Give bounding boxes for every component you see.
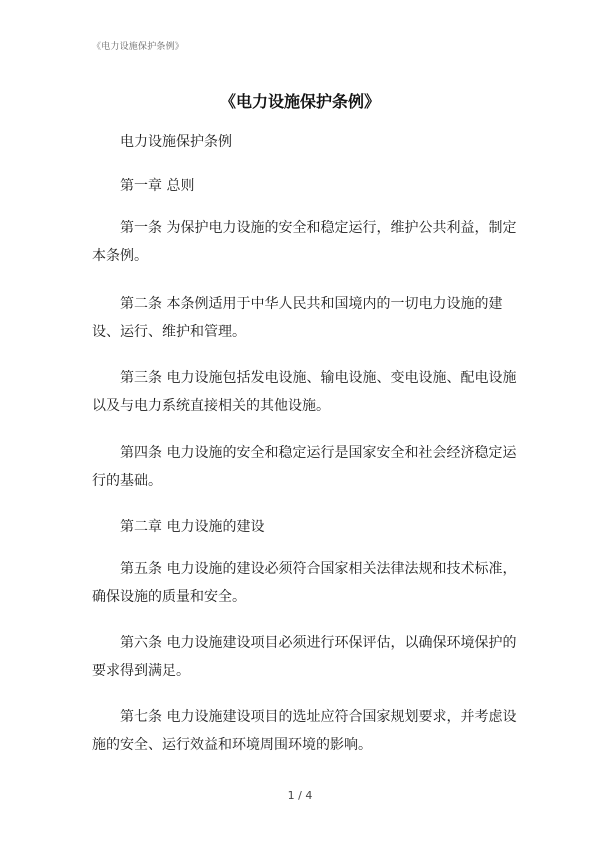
document-title: 《电力设施保护条例》 <box>219 92 380 111</box>
article-6: 第六条 电力设施建设项目必须进行环保评估，以确保环境保护的要求得到满足。 <box>92 635 517 679</box>
article-7: 第七条 电力设施建设项目的选址应符合国家规划要求，并考虑设施的安全、运行效益和环境周围环境的影响。 <box>92 709 517 753</box>
page-number: 1 / 4 <box>287 789 313 802</box>
chapter-heading-2: 第二章 电力设施的建设 <box>120 519 265 535</box>
article-4: 第四条 电力设施的安全和稳定运行是国家安全和社会经济稳定运行的基础。 <box>92 445 517 489</box>
paragraph-law-name: 电力设施保护条例 <box>120 134 232 150</box>
article-3: 第三条 电力设施包括发电设施、输电设施、变电设施、配电设施以及与电力系统直接相关的其他设施。 <box>92 370 517 414</box>
article-1: 第一条 为保护电力设施的安全和稳定运行，维护公共利益，制定本条例。 <box>92 220 517 264</box>
running-header: 《电力设施保护条例》 <box>92 42 185 52</box>
article-2: 第二条 本条例适用于中华人民共和国境内的一切电力设施的建设、运行、维护和管理。 <box>92 296 503 340</box>
chapter-heading-1: 第一章 总则 <box>120 178 195 194</box>
article-5: 第五条 电力设施的建设必须符合国家相关法律法规和技术标准，确保设施的质量和安全。 <box>92 561 517 605</box>
